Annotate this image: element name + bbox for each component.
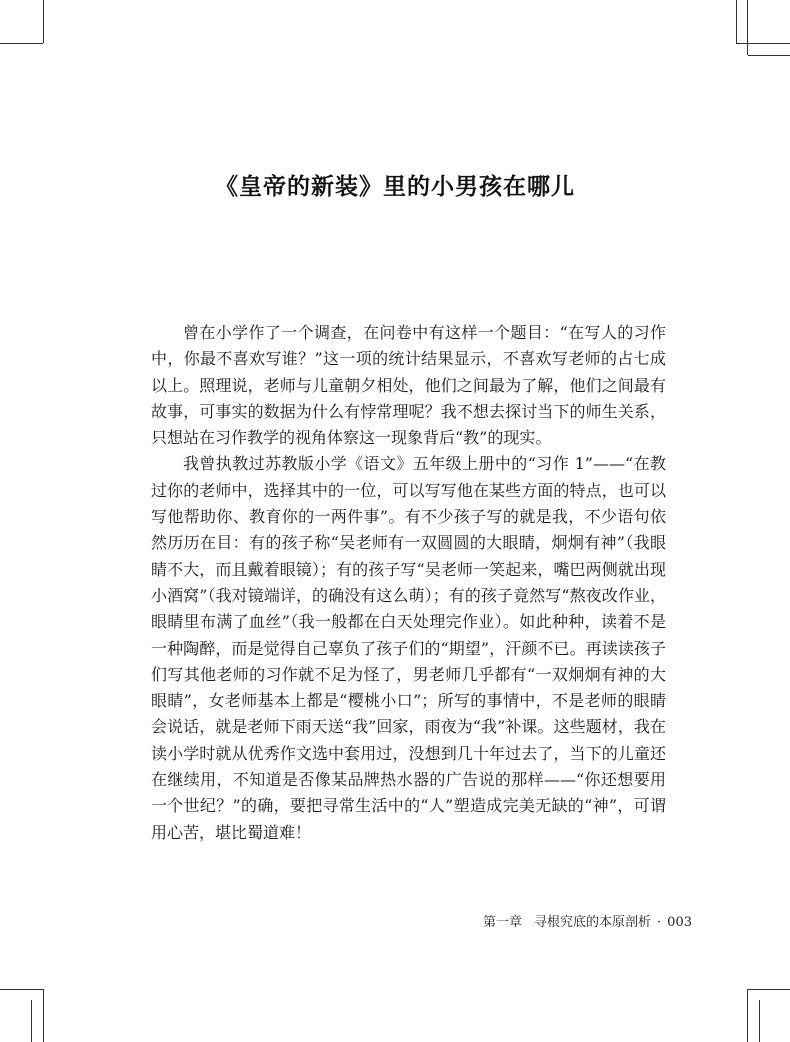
crop-mark: [43, 989, 44, 1042]
running-footer: [483, 911, 692, 930]
paragraph: 曾在小学作了一个调查，在问卷中有这样一个题目：“在写人的习作中，你最不喜欢写谁？”这一项的统计结果显示，不喜欢写老师的占七成以上。照理说，老师与儿童朝夕相处，他们之间最为了解，他们之间最有故事，可事实的数据为什么有悖常理呢？我不想去探讨当下的师生关系，只想站在习作教学的视角体察这一现象背后“教”的现实。: [151, 323, 666, 448]
crop-mark: [747, 0, 748, 55]
footer-separator: ·: [657, 915, 662, 930]
crop-mark: [736, 43, 790, 44]
crop-mark: [747, 989, 790, 990]
page-title: 《皇帝的新装》里的小男孩在哪儿: [215, 173, 575, 200]
article-body: [151, 320, 666, 846]
footer-chapter: 第一章: [483, 915, 523, 930]
page-number: 003: [667, 915, 692, 930]
crop-mark: [0, 989, 43, 990]
paragraph: 我曾执教过苏教版小学《语文》五年级上册中的“习作 1”——“在教过你的老师中，选择其中的一位，可以写写他在某些方面的特点，也可以写他帮助你、教育你的一两件事”。有不少孩子写的就是我，不少语句依然历历在目：有的孩子称“吴老师有一双圆圆的大眼睛，炯炯有神”（我眼睛不大，而且戴着眼镜）；有的孩子写“吴老师一笑起来，嘴巴两侧就出现小酒窝”（我对镜端详，的确没有这么萌）；有的孩子竟然写“熬夜改作业，眼睛里布满了血丝”（我一般都在白天处理完作业）。如此种种，读着不是一种陶醉，而是觉得自己辜负了孩子们的“期望”，汗颜不已。再读读孩子们写其他老师的习作就不足为怪了，男老师几乎都有“一双炯炯有神的大眼睛”，女老师基本上都是“樱桃小口”；所写的事情中，不是老师的眼睛会说话，就是老师下雨天送“我”回家，雨夜为“我”补课。这些题材，我在读小学时就从优秀作文选中套用过，没想到几十年过去了，当下的儿童还在继续用，不知道是否像某品牌热水器的广告说的那样——“你还想要用一个世纪？”的确，要把寻常生活中的“人”塑造成完美无缺的“神”，可谓用心苦，堪比蜀道难！: [151, 454, 666, 842]
crop-mark: [748, 55, 790, 56]
crop-mark: [759, 1000, 760, 1042]
crop-mark: [0, 43, 43, 44]
crop-mark: [736, 0, 737, 43]
crop-mark: [31, 1000, 32, 1042]
crop-mark: [747, 989, 748, 1042]
footer-section: 寻根究底的本原剖析: [534, 915, 652, 930]
crop-mark: [43, 0, 44, 43]
